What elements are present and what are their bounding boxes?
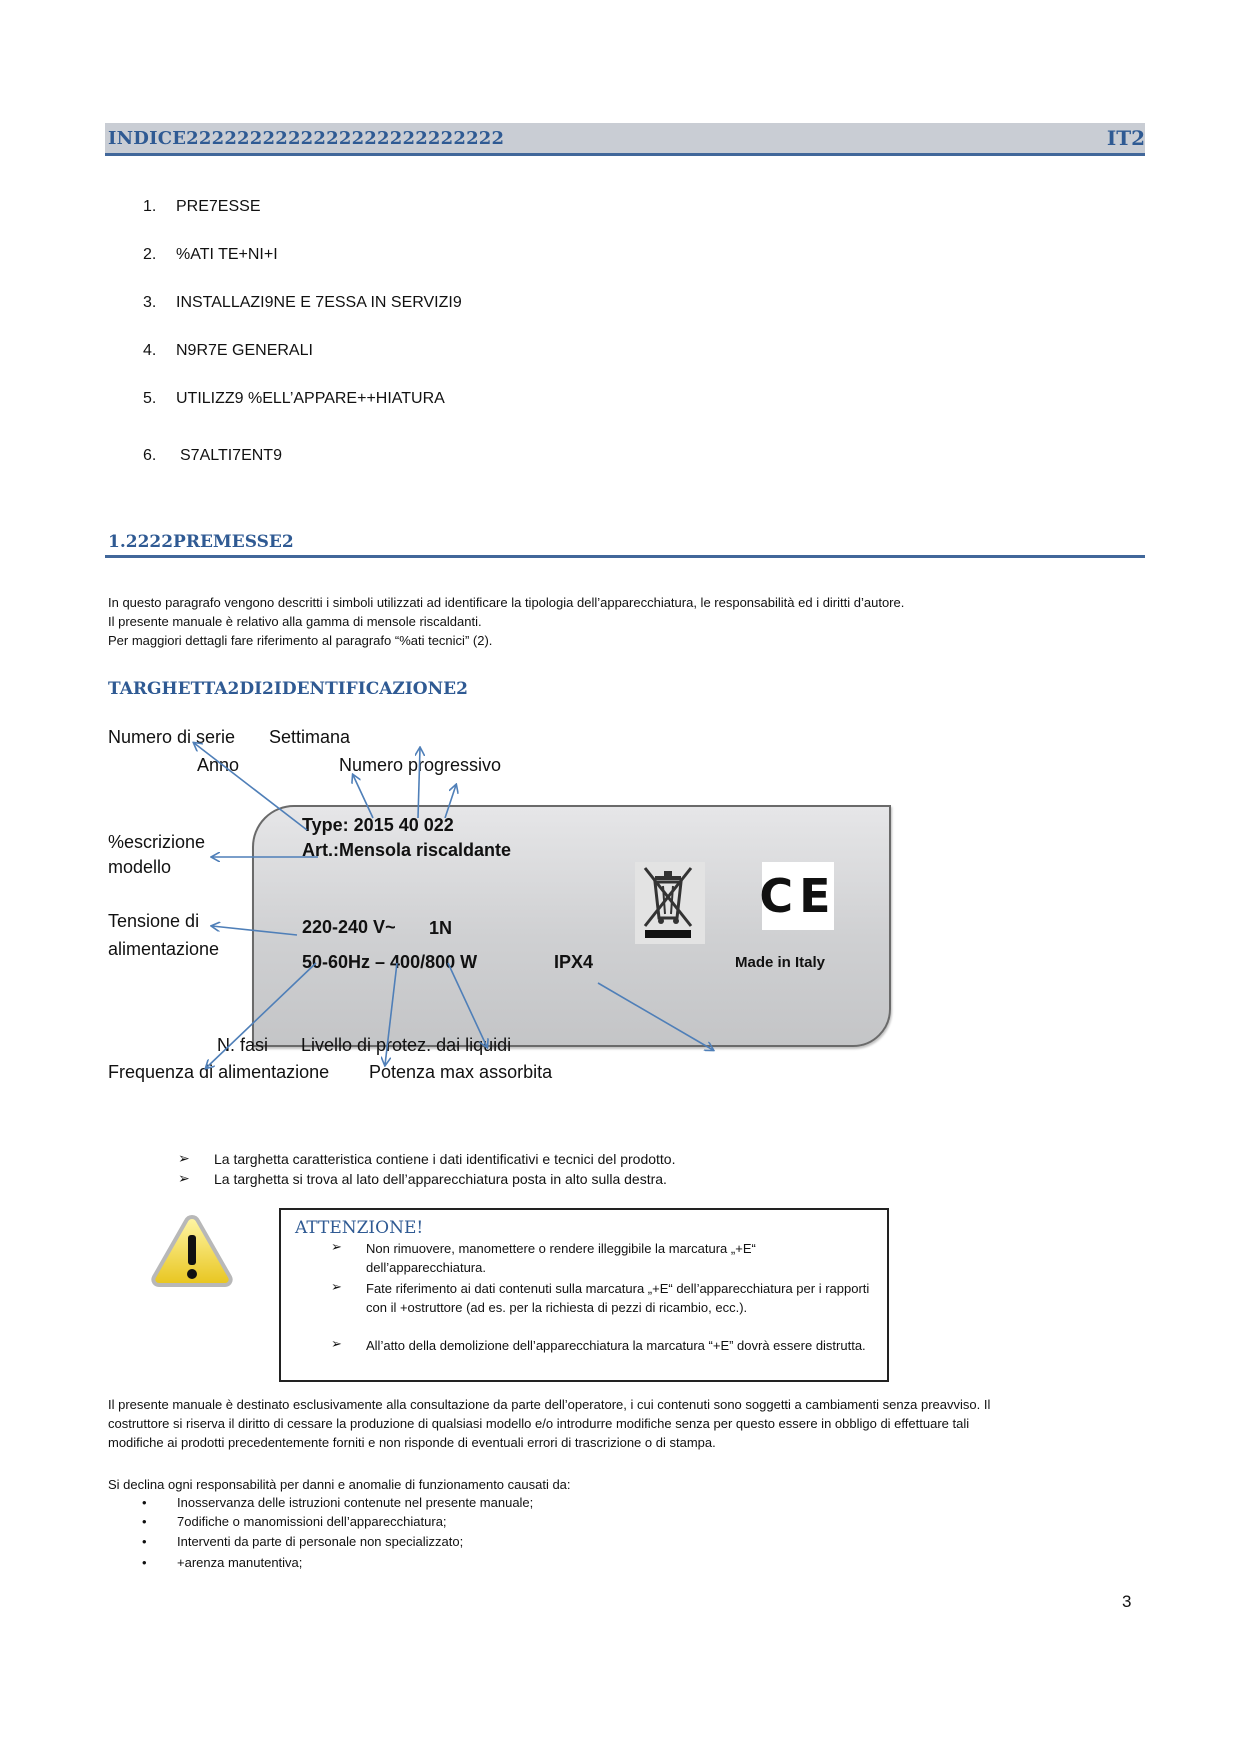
liability-item: Interventi da parte di personale non specializzato; — [177, 1534, 464, 1549]
label-supply: alimentazione — [108, 939, 220, 959]
section-title-premesse: 1.2222PREMESSE2 — [108, 532, 294, 552]
label-frequency: Frequenza di alimentazione — [108, 1062, 330, 1082]
bullet-arrow-icon: ➢ — [178, 1170, 190, 1186]
toc-item[interactable]: 3. INSTALLAZI9NE E 7ESSA IN SERVIZI9 — [143, 294, 462, 311]
toc-item[interactable]: 6. S7ALTI7ENT9 — [143, 447, 282, 464]
plate-freq-power: 50-60Hz – 400/800 W — [302, 952, 478, 972]
liability-intro: Si declina ogni responsabilità per danni e anomalie di funzionamento causati da: — [108, 1477, 571, 1492]
plate-voltage: 220-240 V~ — [302, 917, 396, 937]
liability-item: +arenza manutentiva; — [177, 1555, 303, 1570]
attention-item: Fate riferimento ai dati contenuti sulla marcatura „+E“ dell’apparecchiatura per i rapporti con il +ostruttore (ad es. per la richiesta di pezzi di ricambio, ecc.). — [366, 1281, 870, 1315]
ce-mark-icon: CE — [762, 862, 834, 930]
plate-made-in: Made in Italy — [735, 954, 826, 971]
toc-item[interactable]: 4. N9R7E GENERALI — [143, 342, 313, 359]
liability-item: Inosservanza delle istruzioni contenute nel presente manuale; — [177, 1495, 534, 1510]
plate-article: Art.:Mensola riscaldante — [302, 840, 512, 860]
warning-triangle-icon — [150, 1213, 234, 1289]
label-serial-number: Numero di serie — [108, 727, 236, 747]
bullet-arrow-icon: ➢ — [331, 1279, 342, 1294]
bullet-arrow-icon: ➢ — [178, 1150, 190, 1166]
label-model: modello — [108, 857, 172, 877]
disclaimer-paragraph: Il presente manuale è destinato esclusivamente alla consultazione da parte dell’operatore, i cui contenuti sono soggetti a cambiamenti senza preavviso. Il costruttore si riserva il diritto di cessare la produzione di qualsiasi modello e/o introdurre modifiche senza per questo essere in obbligo di effettuare tali modifiche ai prodotti precedentemente forniti e non risponde di eventuali errori di trascrizione o di stampa. — [108, 1397, 991, 1450]
label-year: Anno — [197, 755, 240, 775]
page-number: 3 — [1122, 1592, 1132, 1611]
bullet-dot-icon: • — [142, 1534, 147, 1549]
label-model-desc: %escrizione — [108, 832, 206, 852]
plate-ip-rating: IPX4 — [554, 952, 594, 972]
toc-item[interactable]: 1. PRE7ESSE — [143, 198, 261, 215]
attention-item: All’atto della demolizione dell’apparecchiatura la marcatura “+E” dovrà essere distrutta. — [366, 1338, 866, 1353]
attention-title: ATTENZIONE! — [295, 1218, 424, 1238]
plate-phase: 1N — [429, 918, 453, 938]
label-phases: N. fasi — [217, 1035, 269, 1055]
label-progressive: Numero progressivo — [339, 755, 502, 775]
language-code: IT2 — [1106, 126, 1145, 150]
intro-paragraph: In questo paragrafo vengono descritti i simboli utilizzati ad identificare la tipologia dell’apparecchiatura, le responsabilità ed i diritti d’autore. Il presente manuale è relativo alla gamma di mensole riscaldanti. Per maggiori dettagli fare riferimento al paragrafo “%ati tecnici” (2). — [108, 595, 905, 648]
plate-note: La targhetta caratteristica contiene i dati identificativi e tecnici del prodotto. — [214, 1151, 676, 1167]
plate-type: Type: 2015 40 022 — [302, 815, 454, 835]
liability-item: 7odifiche o manomissioni dell’apparecchiatura; — [177, 1514, 447, 1529]
bullet-arrow-icon: ➢ — [331, 1336, 342, 1351]
attention-item: Non rimuovere, manomettere o rendere illeggibile la marcatura „+E“ dell’apparecchiatura. — [366, 1241, 756, 1275]
label-liquid-protection: Livello di protez. dai liquidi — [301, 1035, 512, 1055]
plate-note: La targhetta si trova al lato dell’apparecchiatura posta in alto sulla destra. — [214, 1171, 667, 1187]
bullet-dot-icon: • — [142, 1555, 147, 1570]
label-week: Settimana — [269, 727, 351, 747]
toc-item[interactable]: 2. %ATI TE+NI+I — [143, 246, 278, 263]
index-title: INDICE2222222222222222222222222 — [108, 128, 505, 149]
toc-item[interactable]: 5. UTILIZZ9 %ELL’APPARE++HIATURA — [143, 390, 445, 407]
bullet-dot-icon: • — [142, 1514, 147, 1529]
plate-section-title: TARGHETTA2DI2IDENTIFICAZIONE2 — [108, 679, 468, 699]
bullet-arrow-icon: ➢ — [331, 1239, 342, 1254]
label-max-power: Potenza max assorbita — [369, 1062, 553, 1082]
bullet-dot-icon: • — [142, 1495, 147, 1510]
label-voltage: Tensione di — [108, 911, 200, 931]
